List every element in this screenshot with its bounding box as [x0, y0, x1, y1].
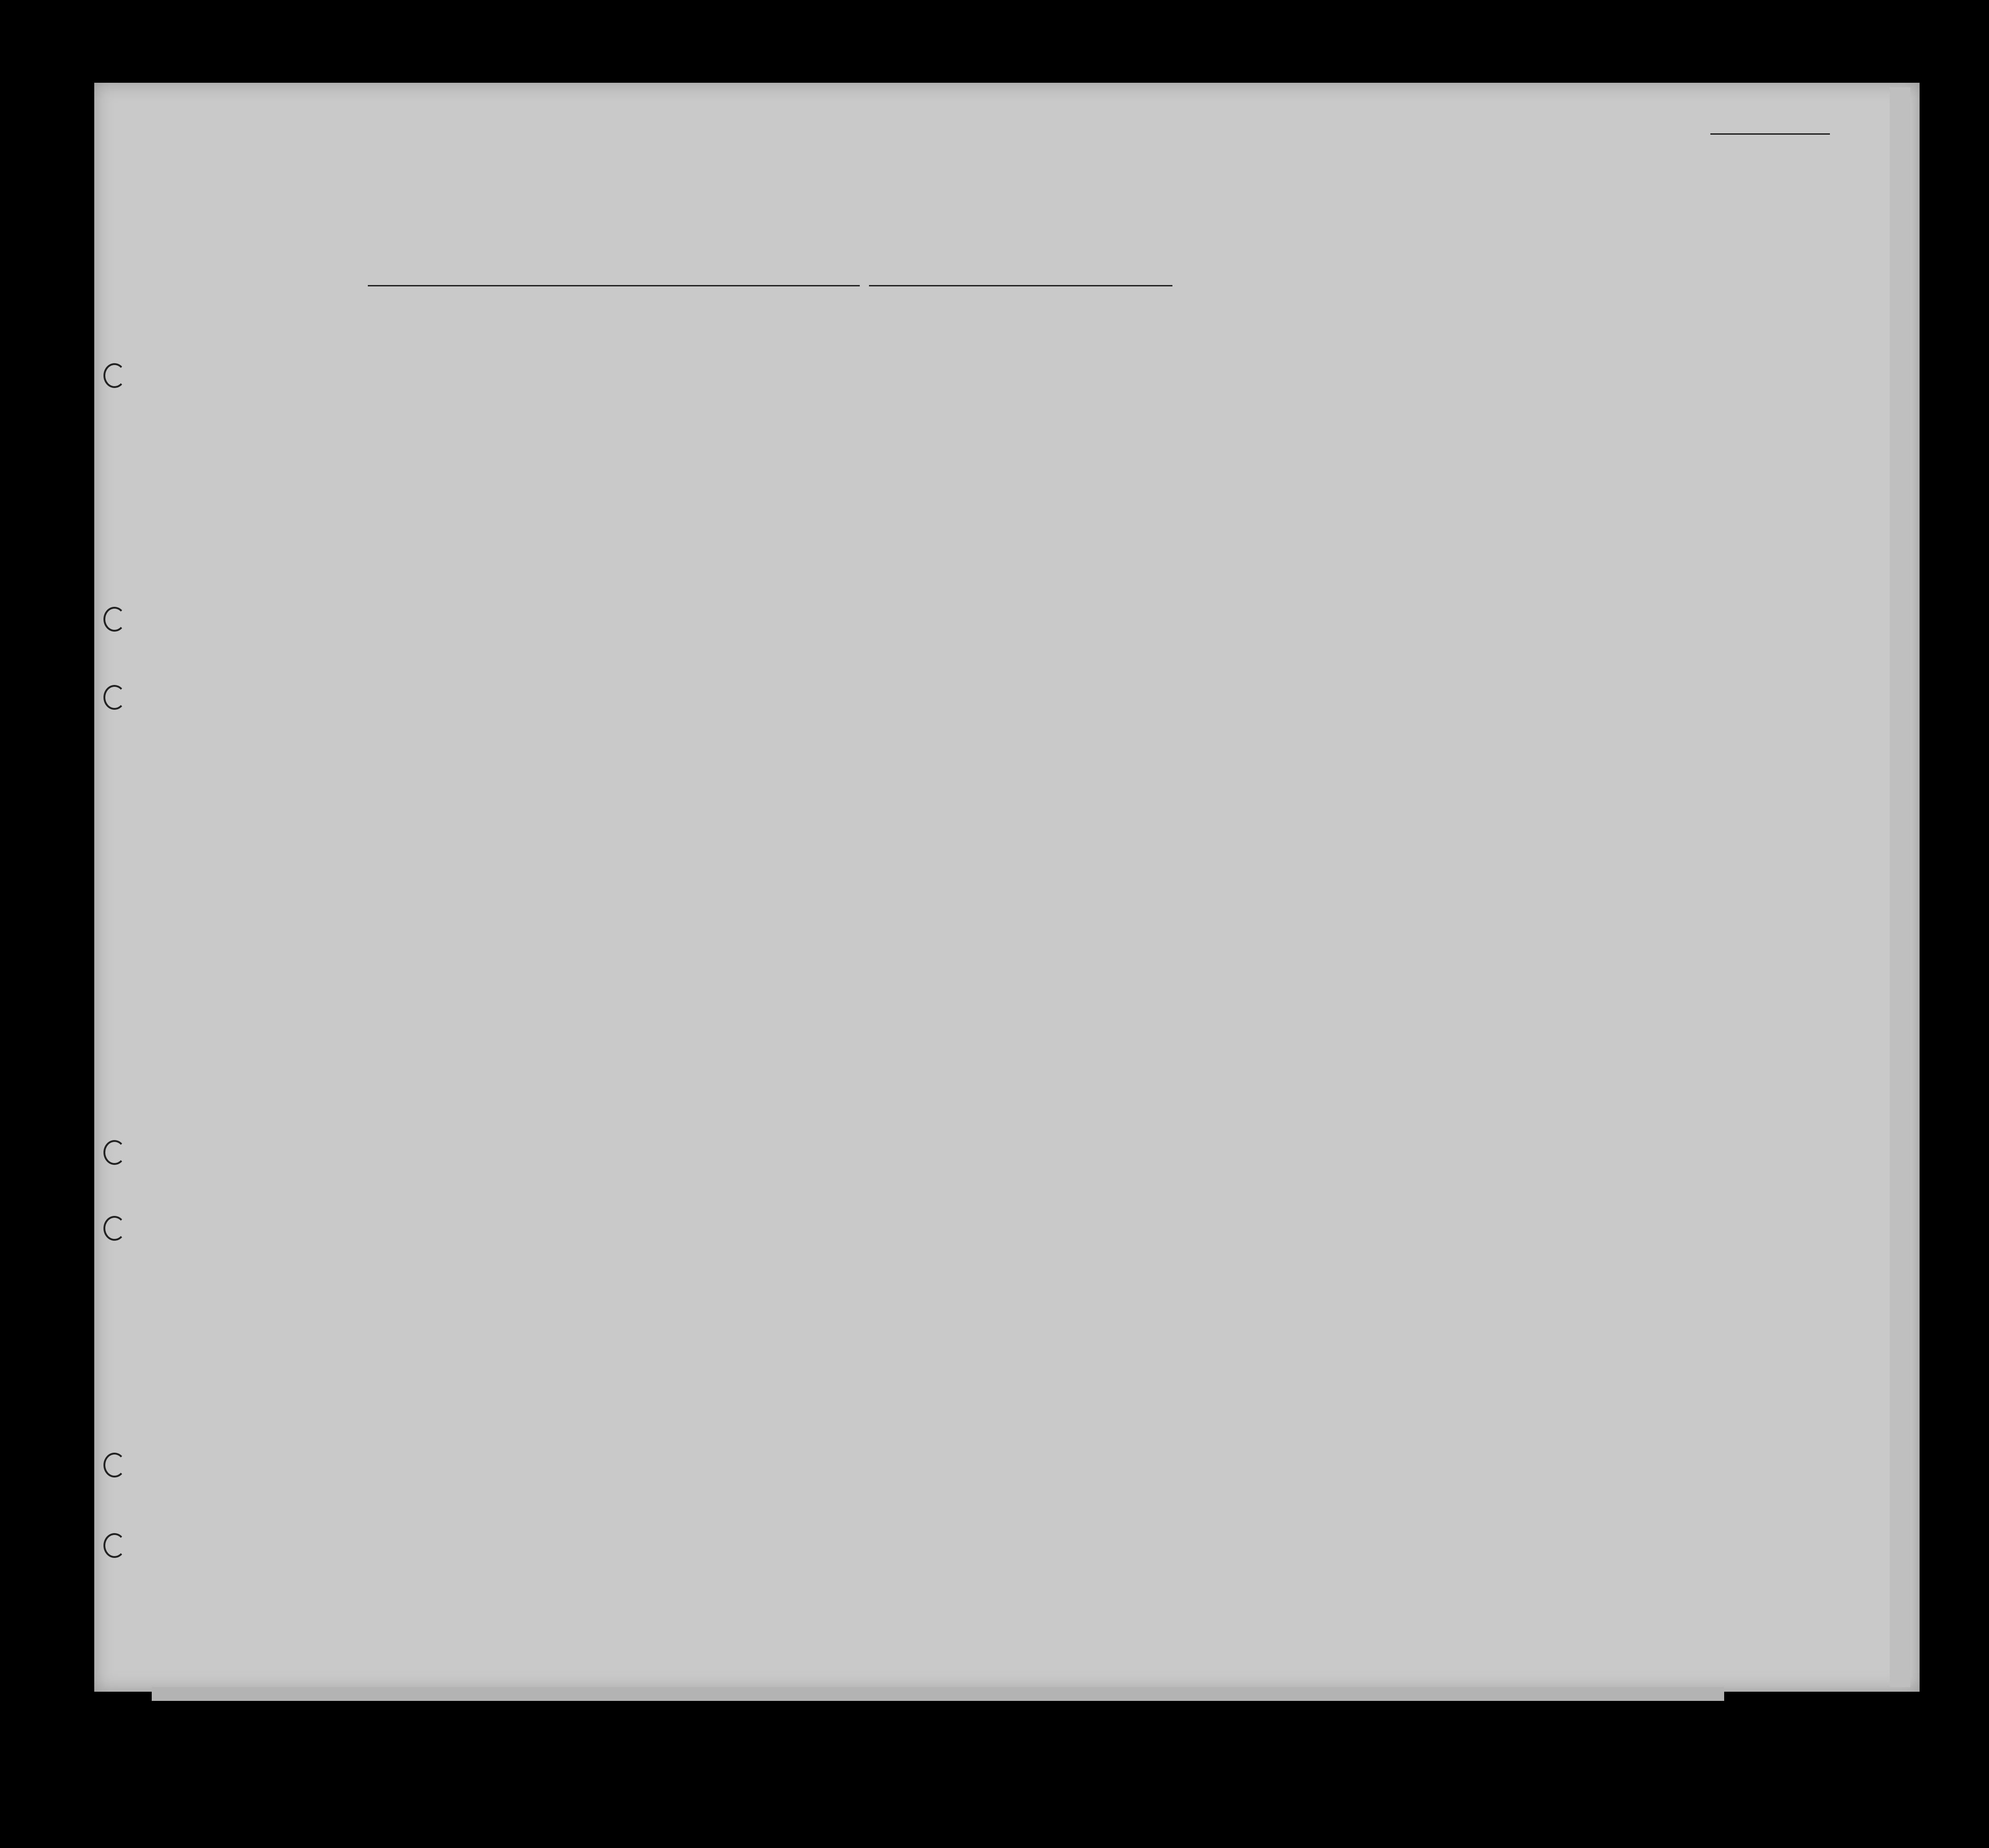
punch-hole	[103, 1216, 126, 1241]
header-prison	[1265, 340, 1287, 455]
header-deported	[1420, 341, 1444, 456]
punch-hole	[103, 607, 126, 632]
punch-hole	[103, 685, 126, 710]
header-funds	[716, 333, 739, 453]
punch-hole	[103, 1533, 126, 1558]
header-labor-offer	[1371, 345, 1403, 460]
punch-hole	[103, 1453, 126, 1477]
header-overthrow	[1336, 347, 1372, 462]
punch-hole	[103, 363, 126, 388]
header-purpose-return	[1115, 347, 1151, 462]
header-length-stay	[1186, 338, 1205, 453]
header-ticket	[618, 336, 646, 455]
header-anarchist	[1321, 336, 1336, 451]
punch-hole	[103, 1140, 126, 1165]
header-citizen	[1231, 338, 1249, 453]
header-polygamist	[1303, 336, 1318, 451]
